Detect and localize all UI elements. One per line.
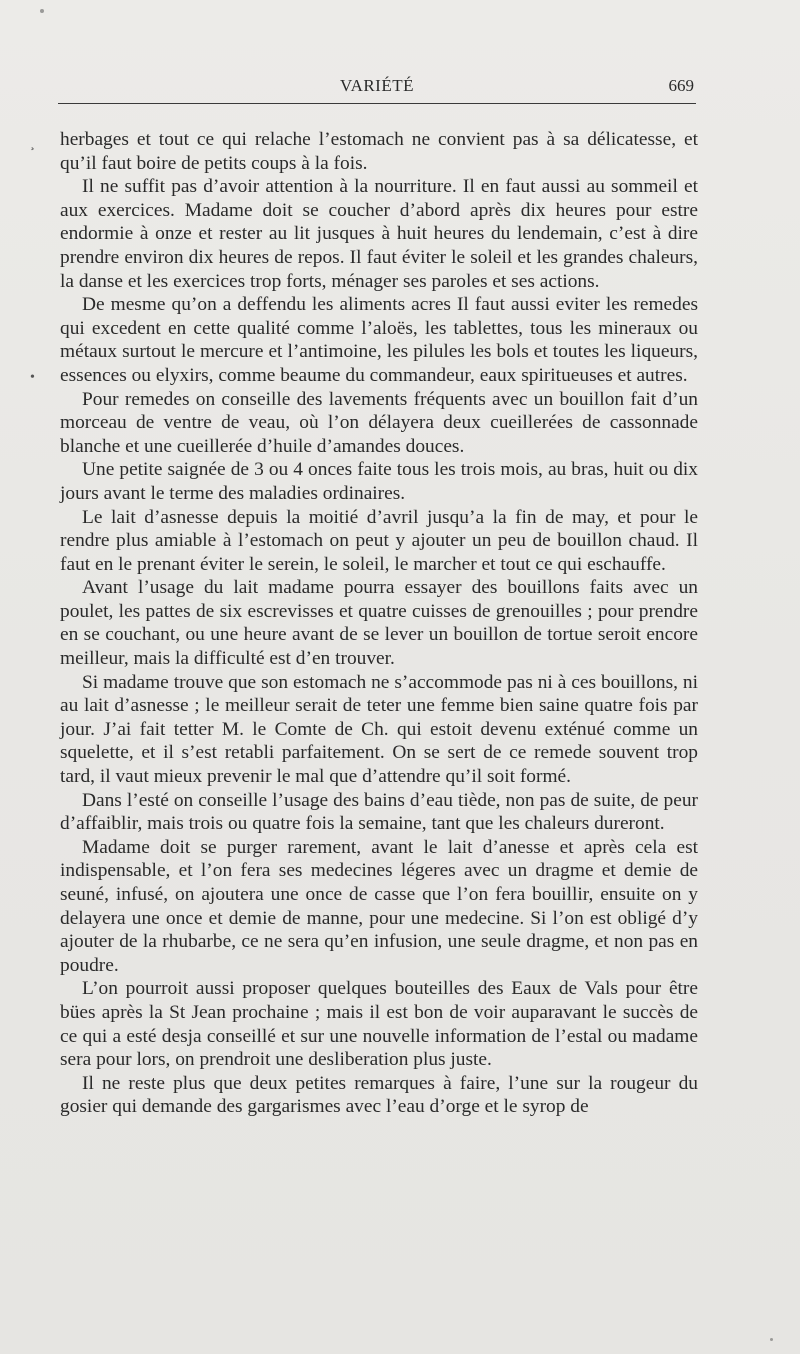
- running-title: VARIÉTÉ: [339, 76, 414, 95]
- paragraph-7: Avant l’usage du lait madame pourra essayer des bouillons faits avec un poulet, les pattes de six escrevisses et quatre cuisses de grenouilles ; pour prendre en se couchant, ou une heure avant de se lever un bouillon de tortue seroit encore meilleur, mais la difficulté est d’en trouver.: [60, 577, 698, 670]
- paragraph-2: Il ne suffit pas d’avoir attention à la nourriture. Il en faut aussi au sommeil et aux exercices. Madame doit se coucher d’abord après dix heures pour estre endormie à onze et rester au lit jusques à huit heures du lendemain, c’est à dire prendre environ dix heures de repos. Il faut éviter le soleil et les grandes chaleurs, la danse et les exercices trop forts, ménager ses paroles et ses actions.: [60, 176, 698, 292]
- paragraph-1: herbages et tout ce qui relache l’estomach ne convient pas à sa délicatesse, et qu’il faut boire de petits coups à la fois.: [60, 129, 698, 174]
- paragraph-8: Si madame trouve que son estomach ne s’accommode pas ni à ces bouillons, ni au lait d’asnesse ; le meilleur serait de teter une femme bien saine quatre fois par jour. J’ai fait tetter M. le Comte de Ch. qui estoit devenu exténué comme un squelette, et il s’est retabli parfaitement. On se sert de ce remede souvent trop tard, il vaut mieux prevenir le mal que d’attendre qu’il soit formé.: [60, 671, 698, 788]
- body-text: [60, 128, 698, 1119]
- paragraph-6: Le lait d’asnesse depuis la moitié d’avril jusqu’a la fin de may, et pour le rendre plus amiable à l’estomach on peut y ajouter un peu de bouillon chaud. Il faut en le prenant éviter le serein, le soleil, le marcher et tout ce qui eschauffe.: [60, 506, 698, 575]
- paragraph-11: L’on pourroit aussi proposer quelques bouteilles des Eaux de Vals pour être bües après la St Jean prochaine ; mais il est bon de voir auparavant le succès de ce qui a esté desja conseillé et sur une nouvelle information de l’estal ou madame sera pour lors, on prendroit une desliberation plus juste.: [60, 978, 698, 1071]
- running-head: [60, 76, 694, 100]
- paragraph-10: Madame doit se purger rarement, avant le lait d’anesse et après cela est indispensable, et l’on fera ses medecines légeres avec un dragme et demie de seuné, infusé, on ajoutera une once de casse que l’on fera bouillir, ensuite on y delayera une once et demie de manne, pour une medecine. Si l’on est obligé d’y ajouter de la rhubarbe, ce ne sera qu’en infusion, une seule dragme, et non pas en poudre.: [60, 836, 698, 976]
- header-rule: [58, 103, 696, 104]
- page-number: 669: [668, 76, 694, 95]
- paragraph-9: Dans l’esté on conseille l’usage des bains d’eau tiède, non pas de suite, de peur d’affaiblir, mais trois ou quatre fois la semaine, tant que les chaleurs dureront.: [60, 789, 698, 835]
- paragraph-3: De mesme qu’on a deffendu les aliments acres Il faut aussi eviter les remedes qui excedent en cette qualité comme l’aloës, les tablettes, tous les mineraux ou métaux surtout le mercure et l’antimoine, les pilules les bols et toutes les liqueurs, essences ou elyxirs, comme beaume du commandeur, eaux spiritueuses et autres.: [60, 294, 698, 386]
- margin-mark-top: ¸: [30, 136, 35, 151]
- paragraph-5: Une petite saignée de 3 ou 4 onces faite tous les trois mois, au bras, huit ou dix jours avant le terme des maladies ordinaires.: [60, 459, 698, 504]
- margin-mark-middle: •: [30, 370, 35, 385]
- paragraph-12: Il ne reste plus que deux petites remarques à faire, l’une sur la rougeur du gosier qui demande des gargarismes avec l’eau d’orge et le syrop de: [60, 1072, 698, 1118]
- paragraph-4: Pour remedes on conseille des lavements fréquents avec un bouillon fait d’un morceau de ventre de veau, où l’on délayera deux cueillerées de cassonnade blanche et une cueillerée d’huile d’amandes douces.: [60, 388, 698, 457]
- paper-speck-top: [40, 9, 44, 13]
- paper-speck-bottom: [770, 1338, 773, 1341]
